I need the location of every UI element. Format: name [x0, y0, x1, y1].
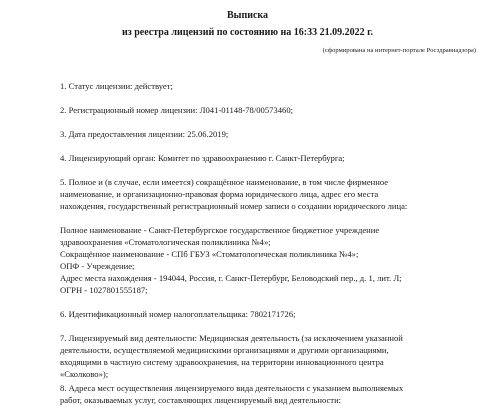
activity-line: входящими в частную систему здравоохранения, на территории инновационного центра — [60, 357, 384, 367]
legal-form-line: ОПФ - Учреждение; — [60, 261, 135, 271]
item-name-line: 5. Полное и (в случае, если имеется) сокращённое наименование, в том числе фирменное — [60, 177, 389, 187]
ogrn-line: ОГРН - 1027801555187; — [60, 285, 148, 295]
source-note: (сформирована на интернет-портале Росздравнадзора) — [322, 47, 476, 54]
full-name-line: здравоохранения «Стоматологическая поликлиника №4»; — [60, 237, 271, 247]
addresses-line: работ, оказываемых услуг, составляющих лицензируемый вид деятельности: — [60, 395, 342, 405]
item-name-line: нахождения, государственный регистрационный номер записи о создании юридического лица: — [60, 201, 408, 211]
item-issue-date: 3. Дата предоставления лицензии: 25.06.2019; — [60, 129, 229, 139]
item-name-line: наименование, и организационно-правовая форма юридического лица, адрес его места — [60, 189, 379, 199]
activity-line: «Сколково»); — [60, 369, 109, 379]
document-subtitle: из реестра лицензий по состоянию на 16:33 21.09.2022 г. — [121, 27, 374, 38]
activity-line: 7. Лицензируемый вид деятельности: Медицинская деятельность (за исключением указанной — [60, 333, 403, 343]
addresses-line: 8. Адреса мест осуществления лицензируемого вида деятельности с указанием выполняемых — [60, 383, 404, 393]
item-licensing-authority: 4. Лицензирующий орган: Комитет по здравоохранению г. Санкт-Петербурга; — [60, 153, 345, 163]
full-name-line: Полное наименование - Санкт-Петербургское государственное бюджетное учреждение — [60, 225, 380, 235]
short-name-line: Сокращённое наименование - СПб ГБУЗ «Стоматологическая поликлиника №4»; — [60, 249, 359, 259]
item-status: 1. Статус лицензии: действует; — [60, 81, 173, 91]
address-line: Адрес места нахождения - 194044, Россия, г. Санкт-Петербург, Беловодский пер., д. 1, лит. Л; — [60, 273, 402, 283]
item-reg-number: 2. Регистрационный номер лицензии: Л041-01148-78/00573460; — [60, 105, 294, 115]
activity-line: деятельности, осуществляемой медицинскими организациями и другими организациями, — [60, 345, 389, 355]
document-title: Выписка — [226, 10, 269, 21]
item-inn: 6. Идентификационный номер налогоплательщика: 7802171726; — [60, 309, 296, 319]
